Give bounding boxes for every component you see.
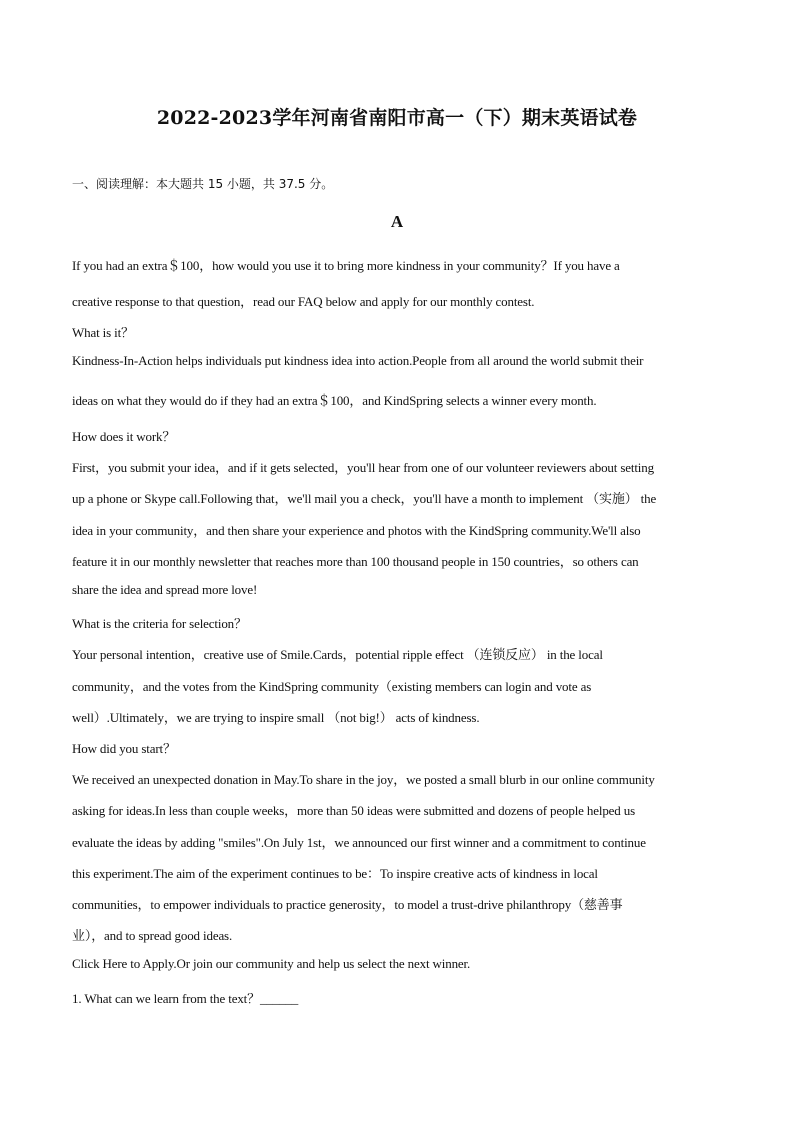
section-heading: 一、阅读理解：本大题共 15 小题，共 37.5 分。 <box>72 177 334 191</box>
text-line: If you had an extra＄100，how would you use it to bring more kindness in your community？If you have a <box>72 258 620 273</box>
text-line: community，and the votes from the KindSpring community（existing members can login and vote as <box>72 679 592 694</box>
text-line: feature it in our monthly newsletter that reaches more than 100 thousand people in 150 countries，so others can <box>72 554 639 569</box>
question-heading: What is it？ <box>72 325 134 340</box>
text-line: We received an unexpected donation in May.To share in the joy，we posted a small blurb in our online community <box>72 772 655 787</box>
text-line: well）.Ultimately，we are trying to inspire small （not big!） acts of kindness. <box>72 710 480 725</box>
text-line: this experiment.The aim of the experiment continues to be：To inspire creative acts of kindness in local <box>72 866 598 881</box>
text-line: idea in your community，and then share your experience and photos with the KindSpring community.We'll also <box>72 523 641 538</box>
text-line: Kindness-In-Action helps individuals put kindness idea into action.People from all around the world submit their <box>72 353 644 368</box>
text-line: up a phone or Skype call.Following that，we'll mail you a check，you'll have a month to implement （实施） the <box>72 491 657 506</box>
text-line: First，you submit your idea，and if it gets selected，you'll hear from one of our volunteer reviewers about setting <box>72 460 654 475</box>
text-line: communities，to empower individuals to practice generosity，to model a trust-drive philanthropy（慈善事 <box>72 897 623 912</box>
text-line: share the idea and spread more love! <box>72 582 258 597</box>
question-item: 1. What can we learn from the text？______ <box>72 991 299 1006</box>
text-line: ideas on what they would do if they had an extra＄100，and KindSpring selects a winner every month. <box>72 393 597 408</box>
question-heading: How did you start？ <box>72 741 176 756</box>
text-line: 业），and to spread good ideas. <box>72 928 233 943</box>
text-line: evaluate the ideas by adding "smiles".On July 1st，we announced our first winner and a commitment to continue <box>72 835 646 850</box>
text-line: Click Here to Apply.Or join our community and help us select the next winner. <box>72 956 471 971</box>
text-line: Your personal intention，creative use of Smile.Cards，potential ripple effect （连锁反应） in the local <box>72 647 603 662</box>
text-line: asking for ideas.In less than couple weeks，more than 50 ideas were submitted and dozens of people helped us <box>72 803 636 818</box>
question-heading: What is the criteria for selection？ <box>72 616 247 631</box>
passage-label: A <box>390 212 404 231</box>
question-heading: How does it work？ <box>72 429 176 444</box>
text-line: creative response to that question，read our FAQ below and apply for our monthly contest. <box>72 294 535 309</box>
page-title: 2022-2023学年河南省南阳市高一（下）期末英语试卷 <box>156 107 638 129</box>
